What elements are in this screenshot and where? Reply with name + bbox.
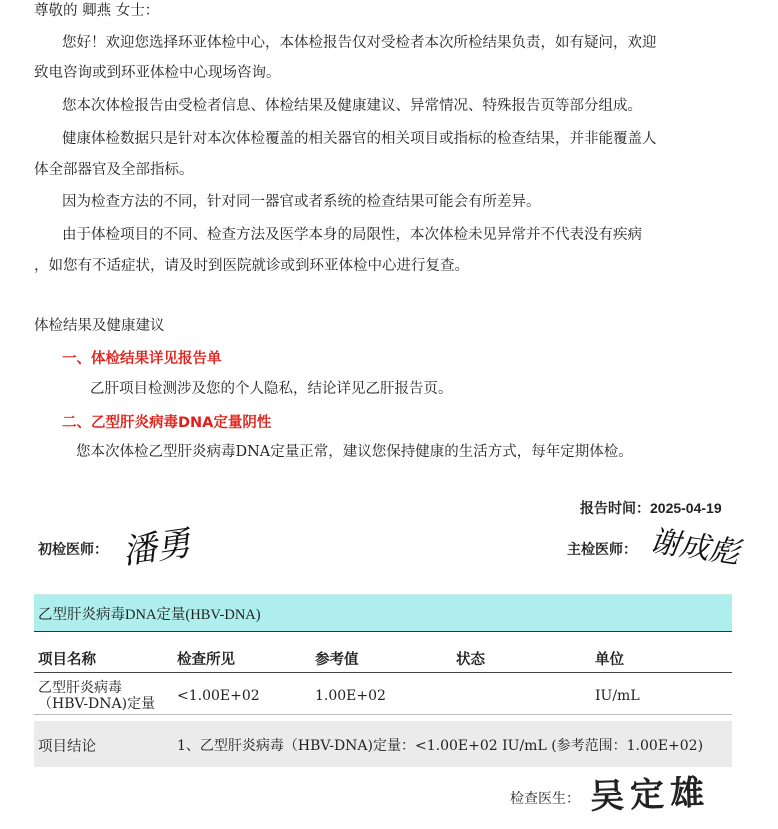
paragraph-method-diff: 因为检查方法的不同，针对同一器官或者系统的检查结果可能会有所差异。 (62, 194, 541, 210)
col-header-reference: 参考值 (315, 652, 359, 668)
col-header-unit: 单位 (595, 652, 624, 668)
paragraph-coverage: 健康体检数据只是针对本次体检覆盖的相关器官的相关项目或指标的检查结果，并非能覆盖人 (62, 131, 657, 147)
chief-doctor-signature: 谢成彪 (647, 523, 742, 572)
paragraph-welcome: 您好！欢迎您选择环亚体检中心，本体检报告仅对受检者本次所检结果负责，如有疑问，欢迎 (62, 35, 657, 51)
col-header-finding: 检查所见 (177, 652, 235, 668)
paragraph-coverage-cont: 体全部器官及全部指标。 (34, 162, 194, 178)
paragraph-report-structure: 您本次体检报告由受检者信息、体检结果及健康建议、异常情况、特殊报告页等部分组成。 (62, 98, 642, 114)
report-time-label: 报告时间： (580, 501, 650, 517)
table-title-rule (34, 631, 732, 632)
report-time-value: 2025-04-19 (650, 500, 722, 516)
table-title-bar (34, 594, 732, 631)
row-name (38, 680, 155, 712)
result-item-1-text: 乙肝项目检测涉及您的个人隐私，结论详见乙肝报告页。 (90, 381, 453, 397)
result-item-2-title: 二、乙型肝炎病毒DNA定量阴性 (62, 415, 272, 431)
paragraph-limitation-cont: ，如您有不适症状，请及时到医院就诊或到环亚体检中心进行复查。 (34, 258, 469, 274)
results-section-title: 体检结果及健康建议 (34, 318, 165, 334)
table-header-rule (34, 672, 732, 673)
paragraph-welcome-cont: 致电咨询或到环亚体检中心现场咨询。 (34, 65, 281, 81)
row-name-line2: （HBV-DNA)定量 (38, 696, 156, 712)
row-finding: <1.00E+02 (177, 688, 260, 704)
result-item-2-text: 您本次体检乙型肝炎病毒DNA定量正常，建议您保持健康的生活方式，每年定期体检。 (76, 444, 633, 460)
col-header-status: 状态 (456, 652, 485, 668)
paragraph-limitation: 由于体检项目的不同、检查方法及医学本身的局限性，本次体检未见异常并不代表没有疾病 (62, 227, 642, 243)
table-title: 乙型肝炎病毒DNA定量(HBV-DNA) (38, 607, 261, 623)
report-time (580, 498, 722, 518)
examiner-label: 检查医生： (510, 790, 580, 806)
row-unit: IU/mL (595, 688, 640, 704)
col-header-name: 项目名称 (38, 652, 96, 668)
conclusion-label: 项目结论 (38, 739, 96, 755)
chief-doctor-label: 主检医师： (567, 542, 637, 558)
row-reference: 1.00E+02 (315, 688, 386, 704)
table-row-rule (34, 714, 732, 715)
examiner-signature: 吴定雄 (589, 772, 711, 818)
conclusion-text: 1、乙型肝炎病毒（HBV-DNA)定量：<1.00E+02 IU/mL (参考范围：1.00E+02) (177, 738, 704, 754)
result-item-1-title: 一、体检结果详见报告单 (62, 351, 222, 367)
row-name-line1: 乙型肝炎病毒 (38, 680, 122, 696)
first-doctor-label: 初检医师： (38, 542, 108, 558)
first-doctor-signature: 潘勇 (120, 523, 193, 573)
greeting: 尊敬的 卿燕 女士： (34, 3, 160, 19)
